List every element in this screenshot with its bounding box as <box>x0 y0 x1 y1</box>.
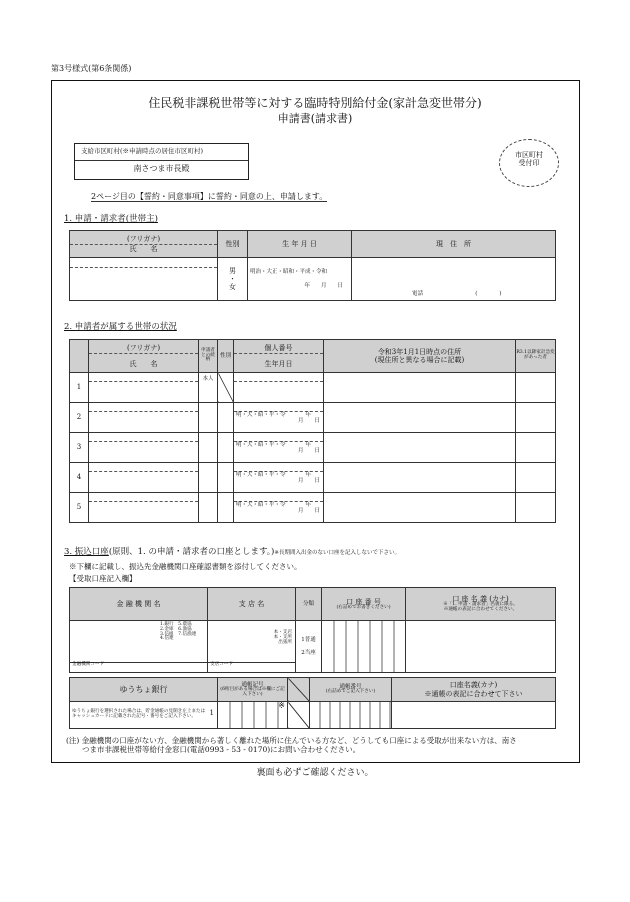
consent-text: 2ページ目の【誓約・同意事項】に誓約・同意の上、申請します。 <box>91 192 328 201</box>
hh-birth-label: 生年月日 <box>264 359 293 368</box>
account-header <box>322 588 406 621</box>
r31-cell[interactable] <box>516 463 556 493</box>
hh-year: 年 <box>305 442 312 448</box>
bank-table <box>69 587 556 673</box>
gender-sep: ・ <box>229 274 236 283</box>
yucho-one: 1 <box>209 709 214 717</box>
holder-header <box>406 588 556 621</box>
section3-title-line <box>64 548 400 558</box>
hh-address-cell[interactable] <box>324 403 516 433</box>
hh-eras: 明・大・昭・平・令 <box>236 412 286 418</box>
branch-type: 出張所 <box>278 639 292 645</box>
household-table <box>69 339 556 523</box>
household-name-header <box>89 340 199 373</box>
hh-year: 年 <box>305 472 312 478</box>
municipality-box <box>74 143 249 180</box>
hh-name-cell[interactable] <box>89 403 199 433</box>
receive-box-label: 【受取口座記入欄】 <box>69 574 137 583</box>
stamp-line-2: 受付印 <box>518 159 540 168</box>
section1-title: 1. 申請・請求者(世帯主) <box>64 214 158 224</box>
holder-note1: ※「1. 申請・請求者」名義に限る。 <box>443 602 518 608</box>
kome-mark: ※ <box>278 701 285 710</box>
kigo-cell[interactable] <box>218 702 288 729</box>
gender-female: 女 <box>229 283 236 292</box>
bango-cell[interactable] <box>310 702 392 729</box>
reception-stamp <box>499 139 559 187</box>
hh-address-cell[interactable] <box>324 463 516 493</box>
row-number-header <box>70 340 89 373</box>
mynumber-label: 個人番号 <box>234 344 323 353</box>
hh-gender-cell[interactable] <box>218 403 234 433</box>
holder2-header <box>392 678 556 702</box>
hh-furigana-input[interactable] <box>89 463 198 472</box>
relation-header: 申請者との続柄 <box>199 340 218 373</box>
relation-cell[interactable] <box>199 493 218 523</box>
hh-eras: 明・大・昭・平・令 <box>236 442 286 448</box>
slash-cell <box>288 678 310 702</box>
birth-ymd: 年 月 日 <box>304 283 343 289</box>
branch-code-label: 支店コード <box>210 662 233 667</box>
kind-futsu: 1普通 <box>301 637 316 644</box>
address-header: 現 住 所 <box>352 231 556 258</box>
kigo-header <box>218 678 288 702</box>
mynumber-input[interactable] <box>234 373 323 382</box>
furigana-input[interactable] <box>70 258 217 268</box>
applicant-name-cell[interactable] <box>70 258 218 301</box>
r31-cell[interactable] <box>516 373 556 403</box>
footnote <box>66 737 572 754</box>
holder-cell[interactable] <box>406 621 556 673</box>
phone-label: 電話 <box>412 290 424 297</box>
hh-eras: 明・大・昭・平・令 <box>236 502 286 508</box>
bank-code-label: 金融機関コード <box>72 662 105 667</box>
mynumber-input[interactable] <box>234 493 323 502</box>
holder-label: 口 座 名 義 (カナ) <box>452 595 509 604</box>
r31-cell[interactable] <box>516 433 556 463</box>
holder2-label: 口座名義(カナ) <box>449 681 498 690</box>
applicant-table <box>69 230 556 301</box>
branch-header: 支 店 名 <box>208 588 296 621</box>
kind-toza: 2当座 <box>301 649 316 656</box>
bank-type: 1.銀行 5.農協 <box>160 622 192 627</box>
hh-md: 月 日 <box>297 418 320 425</box>
name-label: 氏 名 <box>129 244 158 253</box>
footnote-line1: (注) 金融機関の口座がない方、金融機関から著しく離れた場所に住んでいる方など、どうしても口座による受取が出来ない方は、南さ <box>66 736 517 745</box>
form-subtitle: 申請書(請求書) <box>277 112 353 125</box>
hh-address-cell[interactable] <box>324 373 516 403</box>
jan-address-header <box>324 340 516 373</box>
hh-md: 月 日 <box>297 508 320 515</box>
yucho-note-cell <box>70 702 218 729</box>
relation-cell[interactable] <box>199 463 218 493</box>
hh-furigana-input[interactable] <box>89 433 198 442</box>
birth-eras: 明治・大正・昭和・平成・令和 <box>250 268 328 275</box>
account-label: 口 座 番 号 <box>346 597 381 606</box>
hh-mynumber-cell[interactable] <box>234 433 324 463</box>
gender-cell[interactable] <box>218 258 248 301</box>
applicant-name-header <box>70 231 218 258</box>
hh-gender-header: 性別 <box>218 340 234 373</box>
hh-name-label: 氏 名 <box>129 359 158 368</box>
hh-md: 月 日 <box>297 448 320 455</box>
hh-gender-cell[interactable] <box>218 373 234 403</box>
kigo-label: 通帳記号 <box>241 681 264 688</box>
hh-year: 年 <box>305 502 312 508</box>
bango-header <box>310 678 392 702</box>
relation-cell[interactable] <box>199 433 218 463</box>
r31-cell[interactable] <box>516 493 556 523</box>
yucho-note: ゆうちょ銀行を選択された場合は、貯金通帳の見開き左上またはキャッシュカードに記載された記号・番号をご記入下さい。 <box>72 709 206 719</box>
holder2-cell[interactable] <box>392 702 556 729</box>
yucho-header: ゆうちょ銀行 <box>70 678 218 702</box>
hh-name-cell[interactable] <box>89 373 199 403</box>
mynumber-input[interactable] <box>234 433 323 442</box>
holder-note2: ※通帳の表記に合わせてください。 <box>443 607 518 613</box>
bank-header: 金 融 機 関 名 <box>70 588 208 621</box>
gender-header: 性別 <box>218 231 248 258</box>
r31-cell[interactable] <box>516 403 556 433</box>
municipality-label: 支給市区町村(※申請時点の居住市区町村) <box>75 144 248 161</box>
jan-address-note: (現住所と異なる場合に記載) <box>374 356 465 364</box>
hh-furigana-input[interactable] <box>89 373 198 382</box>
hh-furigana-input[interactable] <box>89 493 198 502</box>
mynumber-input[interactable] <box>234 403 323 412</box>
footnote-line2: つま市非課税世帯等給付金窓口(電話0993 - 53 - 0170)にお問い合わせください。 <box>82 744 361 754</box>
self-label: 本人 <box>199 373 218 403</box>
account-note: (右詰めでお書きください) <box>336 604 391 610</box>
hh-address-cell[interactable] <box>324 433 516 463</box>
bango-note: (右詰めでご記入下さい) <box>325 689 376 695</box>
bank-code-row[interactable] <box>70 662 207 672</box>
section2-title: 2. 申請者が属する世帯の状況 <box>64 322 177 332</box>
slash-cell <box>288 702 310 729</box>
hh-mynumber-cell[interactable] <box>234 463 324 493</box>
form-number: 第3号様式(第6条関係) <box>51 64 132 73</box>
row-number: 2 <box>70 403 89 433</box>
furigana-label: (フリガナ) <box>70 235 217 244</box>
hh-mynumber-cell[interactable] <box>234 493 324 523</box>
branch-code-row[interactable] <box>208 662 295 672</box>
branch-type: 本・支店 <box>273 630 292 635</box>
hh-furigana-input[interactable] <box>89 403 198 412</box>
row-number: 3 <box>70 433 89 463</box>
kind-cell[interactable] <box>296 621 322 673</box>
hh-name-cell[interactable] <box>89 493 199 523</box>
address-cell[interactable] <box>352 258 556 301</box>
hh-furigana-label: (フリガナ) <box>89 344 198 353</box>
section3-note: ※長期間入出金のない口座を記入しないで下さい。 <box>274 550 400 556</box>
hh-address-cell[interactable] <box>324 493 516 523</box>
birth-header: 生 年 月 日 <box>248 231 352 258</box>
account-number-cell[interactable] <box>322 621 406 673</box>
row-number: 4 <box>70 463 89 493</box>
bango-label: 通帳番号 <box>339 683 362 690</box>
hh-mynumber-cell[interactable] <box>234 373 324 403</box>
form-title: 住民税非課税世帯等に対する臨時特別給付金(家計急変世帯分) <box>148 96 482 110</box>
hh-year: 年 <box>305 412 312 418</box>
branch-type: 本・支所 <box>273 634 292 640</box>
section3-note2: ※下欄に記載し、振込先金融機関口座確認書類を添付してください。 <box>69 562 302 571</box>
kind-header: 分類 <box>296 588 322 621</box>
section3-title-rest: (原則、1. の申請・請求者の口座とします。) <box>108 547 275 557</box>
r31-header: R3.1以降家計急変があった者 <box>516 340 556 373</box>
bank-types <box>160 623 196 642</box>
phone-paren: ( ) <box>475 290 502 297</box>
hh-eras: 明・大・昭・平・令 <box>236 472 286 478</box>
mynumber-header <box>234 340 324 373</box>
bottom-note: 裏面も必ずご確認ください。 <box>256 768 374 778</box>
gender-male: 男 <box>229 266 236 275</box>
bank-type: 3.信組 7.信漁連 <box>160 631 197 637</box>
hh-name-cell[interactable] <box>89 433 199 463</box>
bank-type: 2.金庫 6.漁協 <box>160 626 192 632</box>
row-number: 1 <box>70 373 89 403</box>
hh-gender-cell[interactable] <box>218 493 234 523</box>
row-number: 5 <box>70 493 89 523</box>
jan-address-label: 令和3年1月1日時点の住所 <box>377 347 462 356</box>
branch-cell[interactable] <box>208 621 296 673</box>
hh-md: 月 日 <box>297 478 320 485</box>
hh-gender-cell[interactable] <box>218 433 234 463</box>
stamp-line-1: 市区町村 <box>515 151 543 159</box>
hh-gender-cell[interactable] <box>218 463 234 493</box>
mynumber-input[interactable] <box>234 463 323 472</box>
bank-type: 4.信連 <box>160 636 174 642</box>
hh-name-cell[interactable] <box>89 463 199 493</box>
municipality-value: 南さつま市長殿 <box>133 164 190 173</box>
kigo-note: (6桁目がある場合は※欄にご記入下さい) <box>220 686 285 697</box>
relation-cell[interactable] <box>199 403 218 433</box>
bank-cell[interactable] <box>70 621 208 673</box>
hh-mynumber-cell[interactable] <box>234 403 324 433</box>
birth-cell[interactable] <box>248 258 352 301</box>
section3-title: 3. 振込口座 <box>64 547 109 557</box>
branch-types <box>274 631 292 645</box>
holder2-note: ※通帳の表記に合わせて下さい <box>424 689 523 698</box>
yucho-table <box>69 677 556 729</box>
